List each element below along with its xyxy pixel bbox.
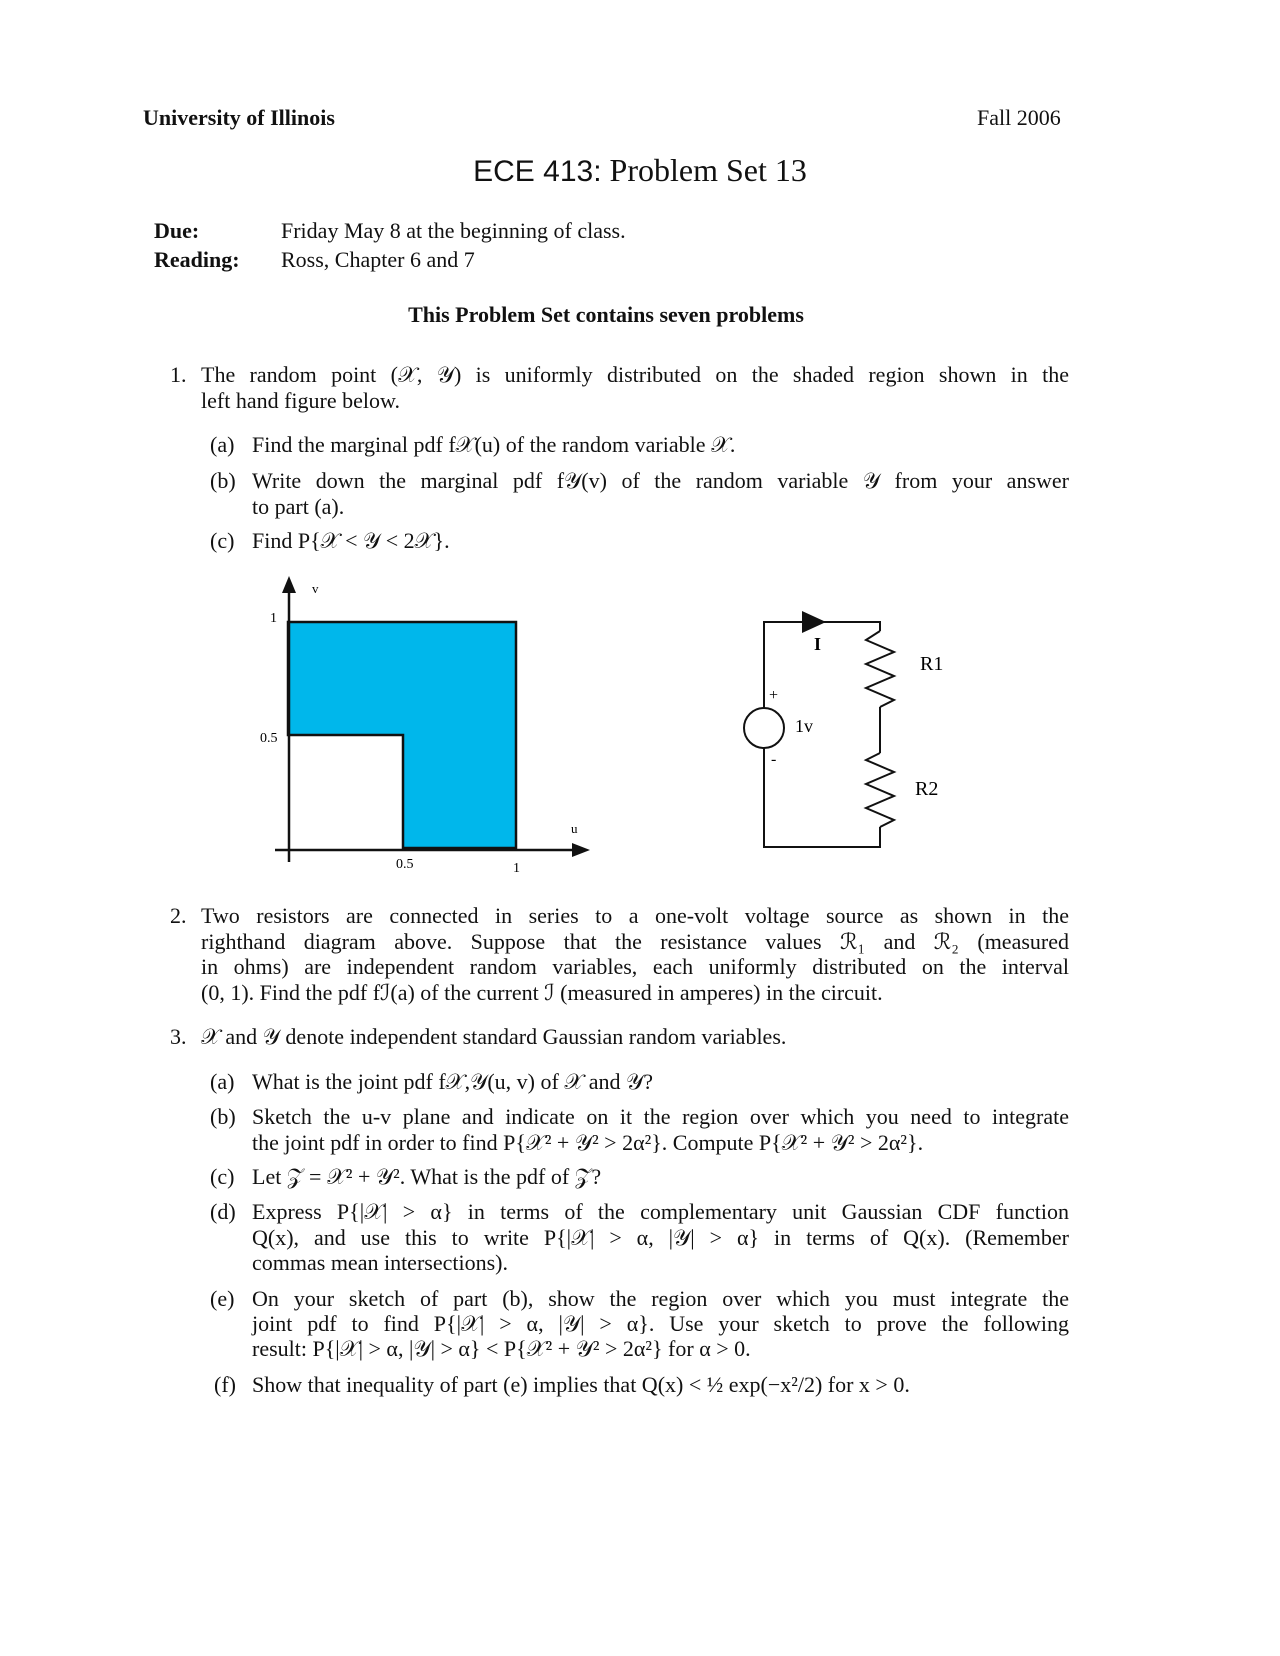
due-text: Friday May 8 at the beginning of class. xyxy=(281,218,626,243)
current-arrow xyxy=(802,611,826,633)
y-axis-arrow xyxy=(282,576,296,593)
problem-line: in ohms) are independent random variables, each uniformly distributed on the interval xyxy=(201,954,1069,979)
problem-line: left hand figure below. xyxy=(201,388,400,413)
part-line: What is the joint pdf f𝒳,𝒴(u, v) of 𝒳 and 𝒴? xyxy=(252,1069,654,1094)
resistor-r1 xyxy=(866,631,894,707)
u-axis-label: u xyxy=(571,821,578,836)
part-line: Show that inequality of part (e) implies that Q(x) < ½ exp(−x²/2) for x > 0. xyxy=(252,1372,910,1397)
problem-line: Two resistors are connected in series to a one-volt voltage source as shown in the xyxy=(201,903,1069,928)
wire xyxy=(764,622,880,708)
problem-number: 1. xyxy=(170,362,187,387)
wire xyxy=(764,748,880,847)
part-label: (a) xyxy=(210,432,235,457)
part-label: (e) xyxy=(210,1286,235,1311)
part-line: result: P{|𝒳| > α, |𝒴| > α} < P{𝒳² + 𝒴² > 2α²} for α > 0. xyxy=(252,1336,751,1361)
part-label: (f) xyxy=(214,1372,236,1397)
term: Fall 2006 xyxy=(977,105,1061,130)
part-label: (a) xyxy=(210,1069,235,1094)
part-line: On your sketch of part (b), show the region over which you must integrate the xyxy=(252,1286,1069,1311)
reading-label: Reading: xyxy=(154,247,240,272)
y-tick-0.5: 0.5 xyxy=(260,731,278,746)
part-line: Sketch the u-v plane and indicate on it the region over which you need to integrate xyxy=(252,1104,1069,1129)
current-label: I xyxy=(814,634,822,654)
part-line: Let 𝒵 = 𝒳² + 𝒴². What is the pdf of 𝒵? xyxy=(252,1164,602,1189)
source-label: 1v xyxy=(795,716,813,736)
part-line: joint pdf to find P{|𝒳| > α, |𝒴| > α}. Use your sketch to prove the following xyxy=(252,1311,1069,1336)
problem-line: righthand diagram above. Suppose that the resistance values ℛ₁ and ℛ₂ (measured xyxy=(201,929,1069,954)
part-line: Find the marginal pdf f𝒳(u) of the random variable 𝒳. xyxy=(252,432,736,457)
part-label: (b) xyxy=(210,468,236,493)
part-line: Find P{𝒳 < 𝒴 < 2𝒳}. xyxy=(252,528,450,553)
part-line: Express P{|𝒳| > α} in terms of the complementary unit Gaussian CDF function xyxy=(252,1199,1069,1224)
reading-text: Ross, Chapter 6 and 7 xyxy=(281,247,475,272)
x-tick-0.5: 0.5 xyxy=(396,857,414,872)
voltage-source xyxy=(744,708,784,748)
v-axis-label: v xyxy=(312,581,319,596)
title-text: Problem Set 13 xyxy=(609,152,807,188)
plus-label: + xyxy=(769,687,779,704)
university: University of Illinois xyxy=(143,105,335,130)
part-line: the joint pdf in order to find P{𝒳² + 𝒴² > 2α²}. Compute P{𝒳² + 𝒴² > 2α²}. xyxy=(252,1130,924,1155)
shaded-region xyxy=(288,622,516,848)
minus-label: - xyxy=(771,751,777,768)
r1-label: R1 xyxy=(920,653,944,675)
problem-line: 𝒳 and 𝒴 denote independent standard Gaussian random variables. xyxy=(201,1024,787,1049)
part-line: to part (a). xyxy=(252,494,345,519)
uv-region-plot xyxy=(260,576,590,876)
problem-line: The random point (𝒳, 𝒴) is uniformly distributed on the shaded region shown in the xyxy=(201,362,1069,387)
part-line: Write down the marginal pdf f𝒴(v) of the random variable 𝒴 from your answer xyxy=(252,468,1069,493)
part-label: (c) xyxy=(210,528,235,553)
part-label: (b) xyxy=(210,1104,236,1129)
due-label: Due: xyxy=(154,218,200,243)
problem-line: (0, 1). Find the pdf fℐ(a) of the current ℐ (measured in amperes) in the circuit. xyxy=(201,980,883,1005)
x-axis-arrow xyxy=(572,843,590,857)
course-code: ECE 413: xyxy=(473,155,602,188)
problem-number: 3. xyxy=(170,1024,187,1049)
y-tick-1: 1 xyxy=(270,611,277,626)
summary: This Problem Set contains seven problems xyxy=(408,302,804,327)
r2-label: R2 xyxy=(915,778,939,800)
part-label: (c) xyxy=(210,1164,235,1189)
part-label: (d) xyxy=(210,1199,236,1224)
problem-number: 2. xyxy=(170,903,187,928)
part-line: commas mean intersections). xyxy=(252,1250,508,1275)
x-tick-1: 1 xyxy=(513,861,520,876)
part-line: Q(x), and use this to write P{|𝒳| > α, |𝒴| > α} in terms of Q(x). (Remember xyxy=(252,1225,1069,1250)
resistor-r2 xyxy=(866,753,894,827)
